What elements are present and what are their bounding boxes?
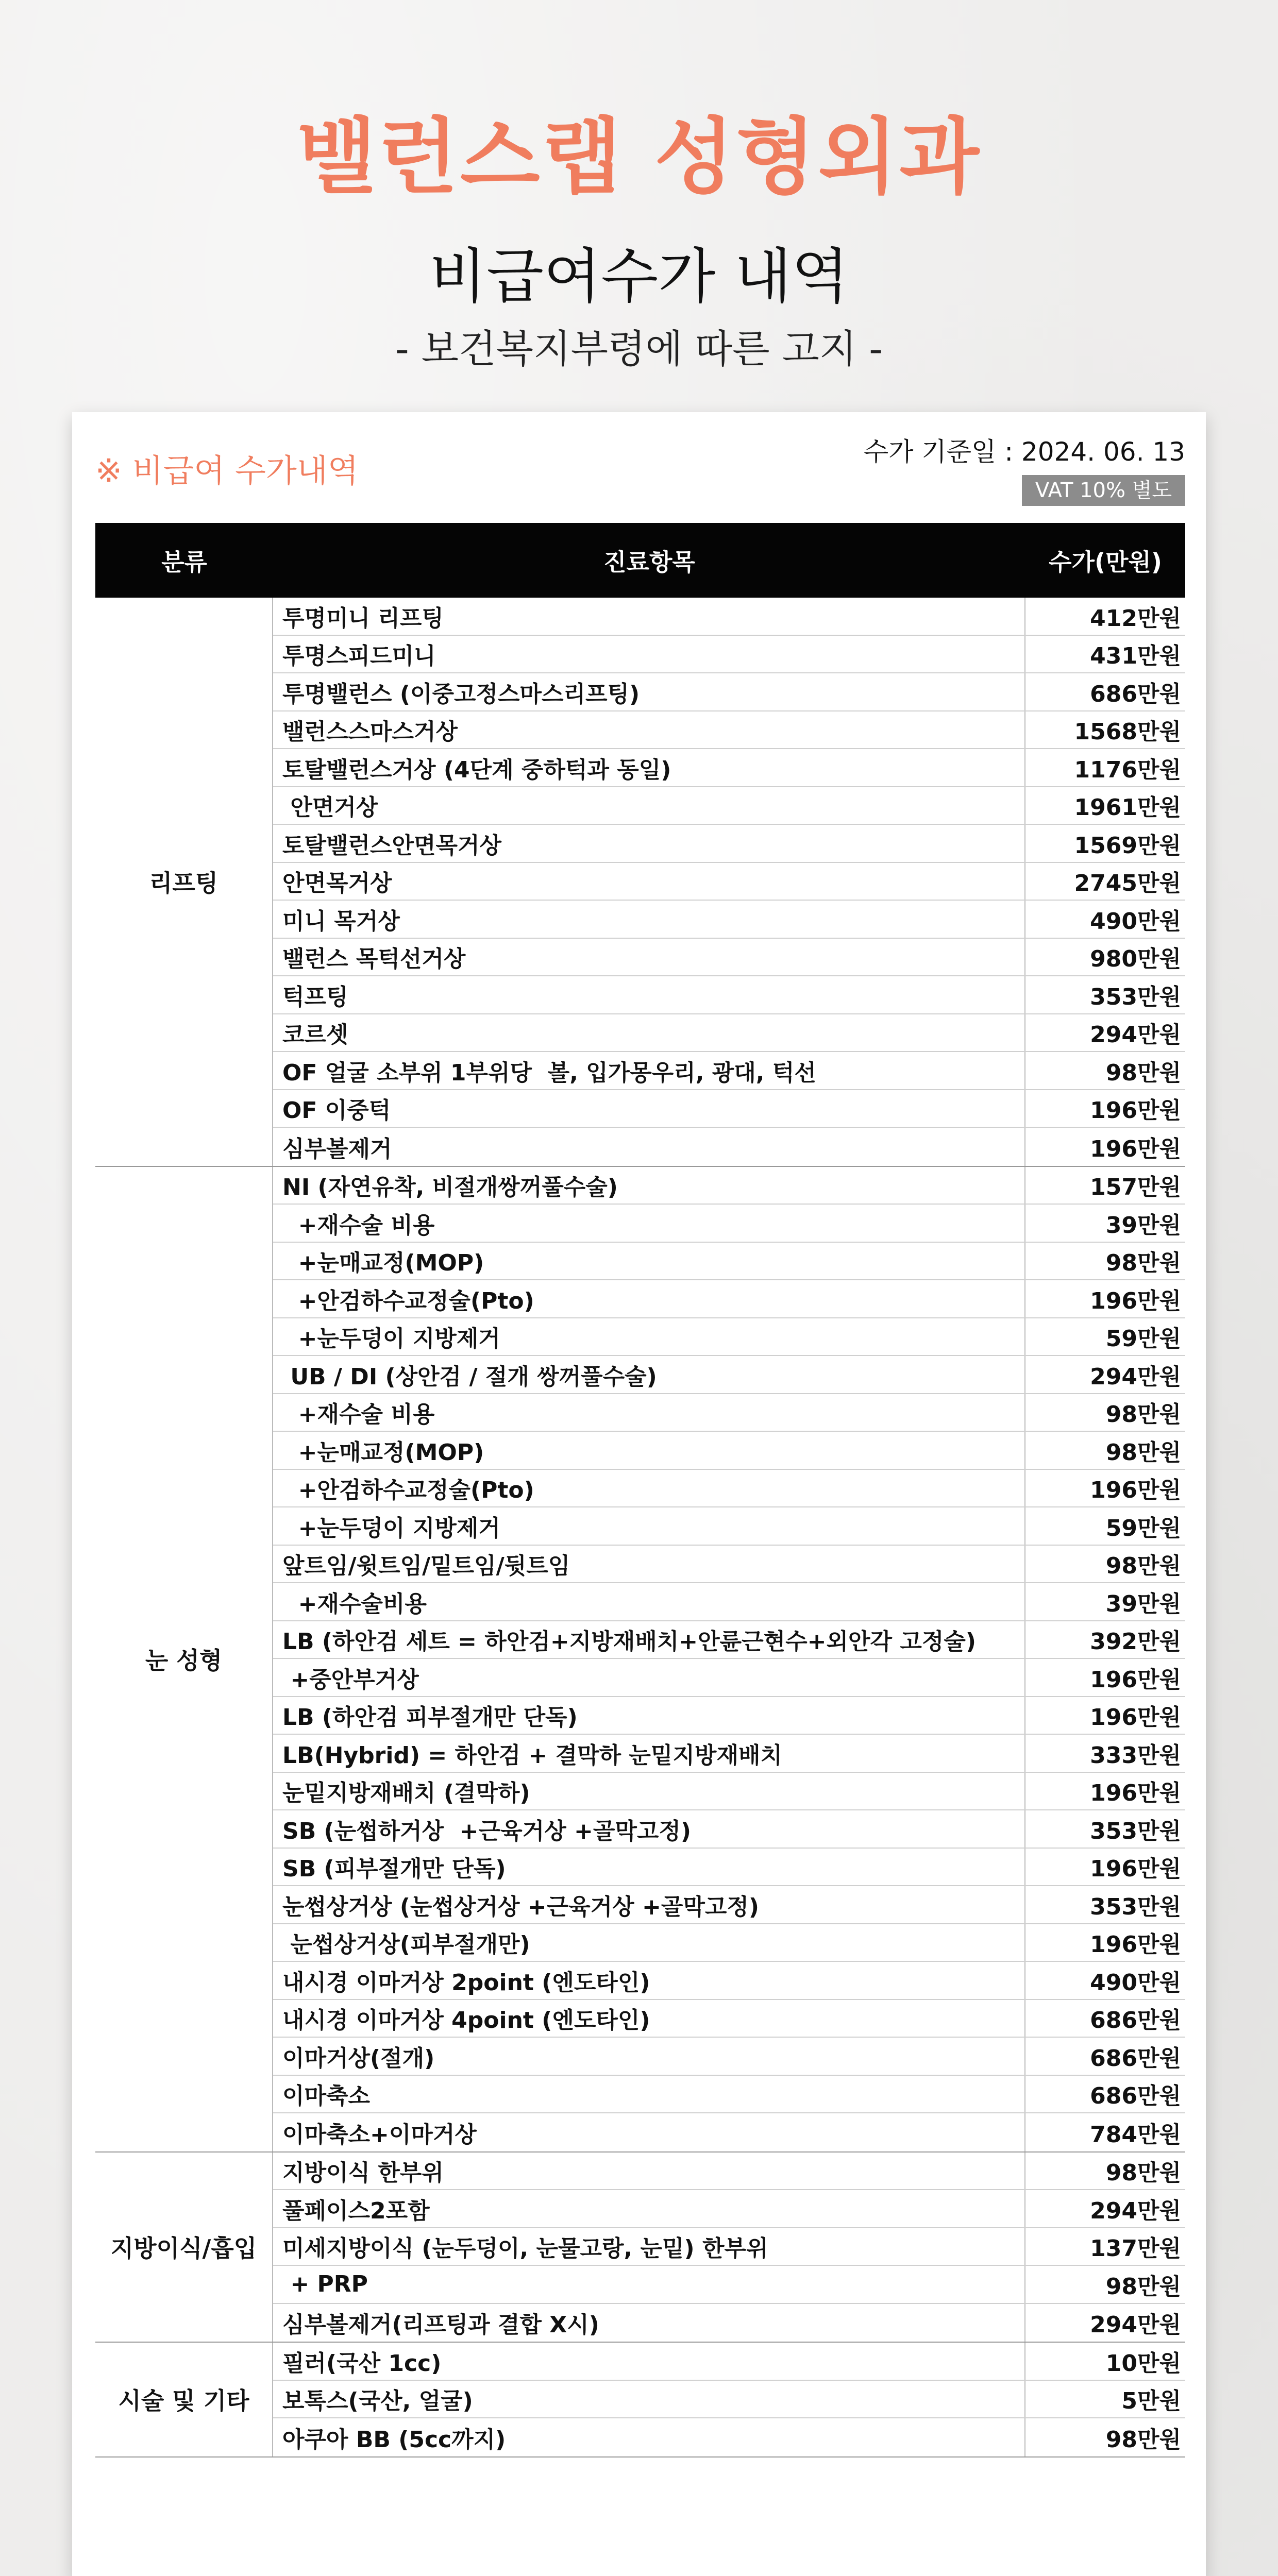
item-cell: OF 이중턱 (273, 1090, 1025, 1127)
table-row (273, 939, 1185, 977)
item-cell: 턱프팅 (273, 976, 1025, 1013)
item-cell: 앞트임/윗트임/밑트임/뒷트임 (273, 1546, 1025, 1583)
brand-title: 밸런스랩 성형외과 (296, 109, 982, 205)
price-cell: 196만원 (1090, 1666, 1181, 1693)
table-row (273, 1128, 1185, 1166)
item-cell: +안검하수교정술(Pto) (273, 1470, 1025, 1507)
item-cell: LB (하안검 세트 = 하안검+지방재배치+안륜근현수+외안각 고정술) (273, 1621, 1025, 1658)
price-cell: 59만원 (1105, 1326, 1181, 1352)
item-cell: +눈매교정(MOP) (273, 1432, 1025, 1469)
item-cell: SB (눈썹하거상 +근육거상 +골막고정) (273, 1810, 1025, 1848)
price-cell: 196만원 (1090, 1136, 1181, 1162)
item-cell: +눈매교정(MOP) (273, 1243, 1025, 1280)
price-cell: 980만원 (1090, 946, 1181, 973)
item-cell: 보톡스(국산, 얼굴) (273, 2381, 1025, 2418)
table-body (95, 598, 1185, 2458)
price-cell: 1568만원 (1074, 719, 1181, 745)
price-cell: 196만원 (1090, 1477, 1181, 1504)
item-cell: 이마거상(절개) (273, 2038, 1025, 2075)
table-row (273, 1507, 1185, 1546)
table-row (273, 673, 1185, 711)
header-price: 수가(만원) (1049, 548, 1162, 576)
item-cell: 안면거상 (273, 787, 1025, 824)
header-item: 진료항목 (603, 548, 695, 576)
price-cell: 98만원 (1105, 2160, 1181, 2187)
item-cell: 풀페이스2포함 (273, 2190, 1025, 2227)
table-group (95, 2343, 1185, 2458)
table-row (273, 2266, 1185, 2304)
table-row (273, 1167, 1185, 1205)
price-cell: 431만원 (1090, 643, 1181, 670)
category-cell: 시술 및 기타 (95, 2343, 273, 2456)
item-cell: 이마축소 (273, 2076, 1025, 2113)
table-row (273, 2304, 1185, 2342)
price-cell: 1176만원 (1074, 756, 1181, 783)
price-cell: 196만원 (1090, 1856, 1181, 1883)
item-cell: LB(Hybrid) = 하안검 + 결막하 눈밑지방재배치 (273, 1735, 1025, 1772)
page-subtitle: - 보건복지부령에 따른 고지 - (395, 326, 883, 371)
price-cell: 98만원 (1105, 1059, 1181, 1086)
price-cell: 686만원 (1090, 2007, 1181, 2034)
item-cell: 필러(국산 1cc) (273, 2343, 1025, 2380)
price-cell: 294만원 (1090, 1022, 1181, 1048)
item-cell: 미세지방이식 (눈두덩이, 눈물고랑, 눈밑) 한부위 (273, 2228, 1025, 2265)
item-cell: 투명스피드미니 (273, 636, 1025, 673)
table-row (273, 1962, 1185, 2000)
header-category: 분류 (161, 548, 207, 576)
table-row (273, 598, 1185, 636)
table-row (273, 901, 1185, 939)
item-cell: NI (자연유착, 비절개쌍꺼풀수술) (273, 1167, 1025, 1204)
price-cell: 294만원 (1090, 1363, 1181, 1390)
price-cell: 196만원 (1090, 1780, 1181, 1807)
item-cell: OF 얼굴 소부위 1부위당 볼, 입가몽우리, 광대, 턱선 (273, 1052, 1025, 1089)
table-row (273, 1659, 1185, 1697)
price-cell: 412만원 (1090, 605, 1181, 632)
price-cell: 490만원 (1090, 908, 1181, 935)
price-cell: 196만원 (1090, 1704, 1181, 1731)
price-cell: 98만원 (1105, 1439, 1181, 1466)
table-row (273, 1356, 1185, 1394)
table-row (273, 1583, 1185, 1621)
price-cell: 137만원 (1090, 2235, 1181, 2262)
price-cell: 98만원 (1105, 1250, 1181, 1277)
item-cell: 밸런스스마스거상 (273, 711, 1025, 749)
table-row (273, 1205, 1185, 1243)
table-row (273, 636, 1185, 674)
table-row (273, 711, 1185, 750)
price-cell: 157만원 (1090, 1174, 1181, 1201)
item-cell: 코르셋 (273, 1014, 1025, 1052)
item-cell: 눈썹상거상(피부절개만) (273, 1924, 1025, 1961)
table-row (273, 1470, 1185, 1508)
table-header (95, 523, 1185, 598)
table-row (273, 1394, 1185, 1432)
item-cell: 심부볼제거(리프팅과 결합 X시) (273, 2304, 1025, 2342)
table-row (273, 1318, 1185, 1357)
item-cell: 투명미니 리프팅 (273, 598, 1025, 635)
table-row (273, 2038, 1185, 2076)
table-row (273, 1243, 1185, 1281)
price-cell: 196만원 (1090, 1931, 1181, 1958)
item-cell: +눈두덩이 지방제거 (273, 1318, 1025, 1355)
price-cell: 196만원 (1090, 1097, 1181, 1124)
table-row (273, 1621, 1185, 1659)
price-cell: 686만원 (1090, 681, 1181, 707)
table-row (273, 2343, 1185, 2381)
table-row (273, 2153, 1185, 2191)
category-cell: 리프팅 (95, 598, 273, 1166)
item-cell: +재수술 비용 (273, 1205, 1025, 1242)
table-row (273, 2190, 1185, 2228)
item-cell: 밸런스 목턱선거상 (273, 939, 1025, 976)
item-cell: 눈밑지방재배치 (결막하) (273, 1773, 1025, 1810)
price-cell: 294만원 (1090, 2197, 1181, 2224)
table-row (273, 1924, 1185, 1962)
item-cell: UB / DI (상안검 / 절개 쌍꺼풀수술) (273, 1356, 1025, 1393)
price-cell: 392만원 (1090, 1629, 1181, 1655)
item-cell: 안면목거상 (273, 863, 1025, 900)
table-row (273, 2228, 1185, 2266)
price-cell: 1569만원 (1074, 832, 1181, 859)
item-cell: SB (피부절개만 단독) (273, 1849, 1025, 1886)
section-label: ※ 비급여 수가내역 (95, 452, 359, 489)
table-group (95, 1167, 1185, 2153)
price-cell: 353만원 (1090, 1893, 1181, 1920)
price-cell: 98만원 (1105, 1553, 1181, 1580)
table-row (273, 1280, 1185, 1318)
table-row (273, 1014, 1185, 1053)
price-cell: 686만원 (1090, 2045, 1181, 2072)
price-card (72, 412, 1206, 2576)
table-row (273, 1052, 1185, 1090)
table-row (273, 1090, 1185, 1128)
item-cell: +재수술 비용 (273, 1394, 1025, 1431)
item-cell: 내시경 이마거상 2point (엔도타인) (273, 1962, 1025, 1999)
item-cell: +재수술비용 (273, 1583, 1025, 1620)
price-cell: 98만원 (1105, 2273, 1181, 2300)
table-row (273, 976, 1185, 1014)
price-cell: 59만원 (1105, 1515, 1181, 1541)
item-cell: 투명밸런스 (이중고정스마스리프팅) (273, 673, 1025, 710)
price-cell: 98만원 (1105, 2426, 1181, 2453)
table-row (273, 749, 1185, 787)
item-cell: 아쿠아 BB (5cc까지) (273, 2418, 1025, 2456)
price-cell: 39만원 (1105, 1212, 1181, 1239)
price-cell: 39만원 (1105, 1590, 1181, 1617)
table-group (95, 598, 1185, 1167)
price-cell: 1961만원 (1074, 794, 1181, 821)
price-cell: 333만원 (1090, 1742, 1181, 1769)
item-cell: 이마축소+이마거상 (273, 2113, 1025, 2151)
vat-badge: VAT 10% 별도 (1022, 475, 1185, 506)
table-row (273, 2000, 1185, 2038)
table-row (273, 2418, 1185, 2456)
item-cell: LB (하안검 피부절개만 단독) (273, 1697, 1025, 1734)
item-cell: 지방이식 한부위 (273, 2153, 1025, 2190)
table-row (273, 2381, 1185, 2419)
category-cell: 눈 성형 (95, 1167, 273, 2151)
table-row (273, 825, 1185, 863)
item-cell: 토탈밸런스거상 (4단계 중하턱과 동일) (273, 749, 1025, 786)
table-row (273, 2113, 1185, 2151)
item-cell: 토탈밸런스안면목거상 (273, 825, 1025, 862)
table-row (273, 2076, 1185, 2114)
price-cell: 196만원 (1090, 1287, 1181, 1314)
item-cell: 눈썹상거상 (눈썹상거상 +근육거상 +골막고정) (273, 1886, 1025, 1923)
table-row (273, 1810, 1185, 1849)
table-row (273, 1432, 1185, 1470)
item-cell: 내시경 이마거상 4point (엔도타인) (273, 2000, 1025, 2037)
page-title: 비급여수가 내역 (429, 242, 849, 311)
table-group (95, 2153, 1185, 2343)
item-cell: + PRP (273, 2266, 1025, 2303)
item-cell: 미니 목거상 (273, 901, 1025, 938)
price-cell: 5만원 (1121, 2388, 1181, 2415)
price-cell: 490만원 (1090, 1969, 1181, 1996)
item-cell: +눈두덩이 지방제거 (273, 1507, 1025, 1545)
table-row (273, 1735, 1185, 1773)
price-cell: 294만원 (1090, 2312, 1181, 2338)
item-cell: +중안부거상 (273, 1659, 1025, 1696)
item-cell: +안검하수교정술(Pto) (273, 1280, 1025, 1317)
price-cell: 353만원 (1090, 1818, 1181, 1844)
effective-date: 수가 기준일 : 2024. 06. 13 (863, 437, 1185, 467)
item-cell: 심부볼제거 (273, 1128, 1025, 1166)
table-row (273, 1849, 1185, 1887)
table-row (273, 1886, 1185, 1924)
table-row (273, 1697, 1185, 1735)
table-row (273, 1546, 1185, 1584)
price-cell: 784만원 (1090, 2121, 1181, 2148)
table-row (273, 863, 1185, 901)
price-cell: 2745만원 (1074, 870, 1181, 897)
price-table (95, 523, 1185, 2458)
price-cell: 686만원 (1090, 2083, 1181, 2110)
price-cell: 98만원 (1105, 1401, 1181, 1428)
category-cell: 지방이식/흡입 (95, 2153, 273, 2342)
table-row (273, 1773, 1185, 1811)
price-cell: 10만원 (1105, 2350, 1181, 2377)
table-row (273, 787, 1185, 825)
price-cell: 353만원 (1090, 984, 1181, 1010)
